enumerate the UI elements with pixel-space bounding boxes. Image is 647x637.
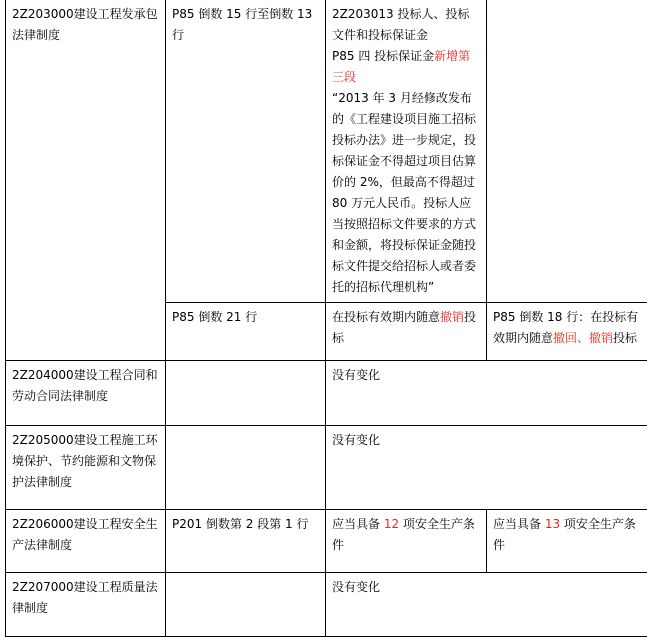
table-row [6,510,647,573]
section-cell: 2Z205000建设工程施工环境保护、节约能源和文物保护法律制度 [6,426,166,510]
highlight-text: 12 [384,517,399,531]
section-cell: 2Z207000建设工程质量法律制度 [6,573,166,637]
table-row [6,426,647,510]
location-cell: P201 倒数第 2 段第 1 行 [166,510,326,573]
old-paragraph: “2013 年 3 月经修改发布的《工程建设项目施工招标投标办法》进一步规定，投标保证金不得超过项目估算价的 2%，但最高不得超过 80 万元人民币。投标人应当按照招标文件要求的方式和金额，将投标保证金随投标文件提交给招标人或者委托的招标代理机构” [332,88,481,298]
table-row [6,361,647,426]
section-cell: 2Z204000建设工程合同和劳动合同法律制度 [6,361,166,426]
location-cell [166,361,326,426]
section-cell: 2Z203000建设工程发承包法律制度 [6,0,166,361]
table-row [6,0,647,303]
location-cell [166,426,326,510]
old-content-cell [326,0,487,303]
highlight-text: 撤销 [440,310,464,324]
old-content-cell: 在投标有效期内随意撤销投标 [326,303,487,361]
old-paragraph: 2Z203013 投标人、投标文件和投标保证金 [332,4,481,46]
highlight-text: 13 [545,517,560,531]
highlight-text: 撤回、撤销 [553,331,613,345]
table-row [6,573,647,637]
new-content-cell: 应当具备 13 项安全生产条件 [487,510,647,573]
new-content-cell: P85 倒数 18 行：在投标有效期内随意撤回、撤销投标 [487,303,647,361]
location-cell [166,573,326,637]
old-content-cell: 应当具备 12 项安全生产条件 [326,510,487,573]
location-cell: P85 倒数 21 行 [166,303,326,361]
location-cell: P85 倒数 15 行至倒数 13 行 [166,0,326,303]
note-cell: 没有变化 [326,361,647,426]
new-content-cell [487,0,647,303]
changes-table [5,0,647,637]
highlight-text: 新增第三段 [332,49,470,84]
old-paragraph: P85 四 投标保证金新增第三段 [332,46,481,88]
section-cell: 2Z206000建设工程安全生产法律制度 [6,510,166,573]
note-cell: 没有变化 [326,426,647,510]
note-cell: 没有变化 [326,573,647,637]
